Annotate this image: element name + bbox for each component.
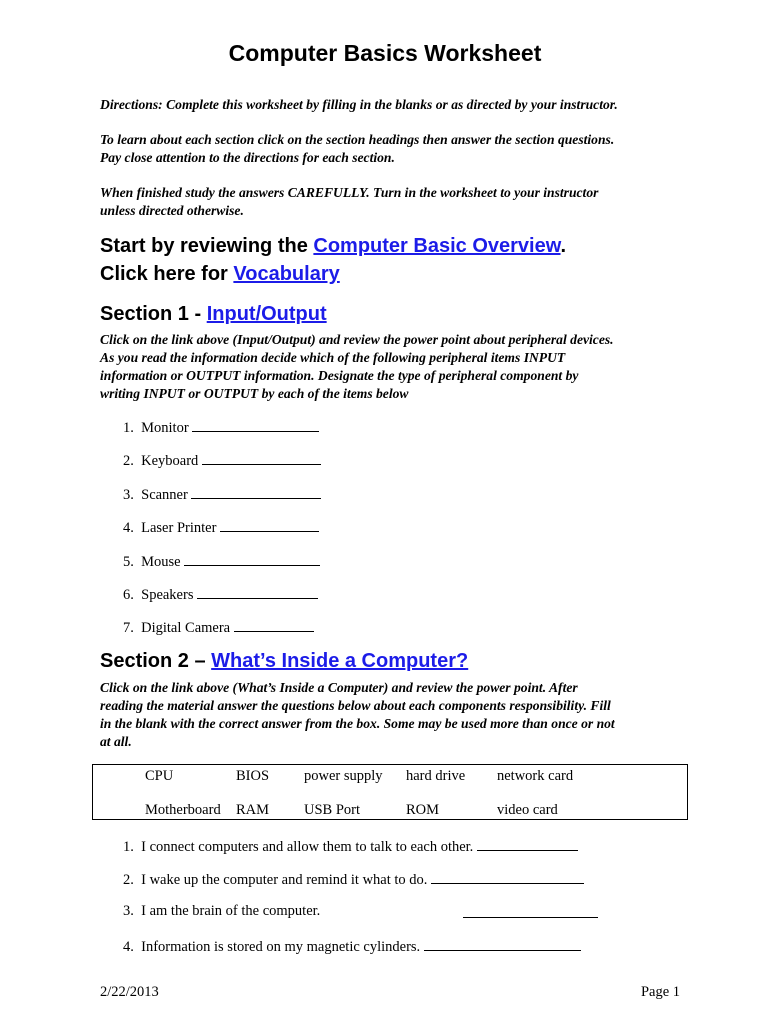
question-number: 4.: [123, 939, 134, 955]
list-item: [123, 517, 319, 537]
question-item: [123, 936, 581, 956]
directions-line: unless directed otherwise.: [100, 203, 244, 218]
item-number: 3.: [123, 487, 134, 503]
footer-page-number: Page 1: [640, 984, 680, 1000]
answer-blank[interactable]: [431, 869, 584, 884]
item-number: 6.: [123, 587, 134, 603]
section-2-heading: [100, 650, 468, 673]
answer-blank[interactable]: [477, 836, 578, 851]
answer-blank[interactable]: [192, 417, 319, 432]
list-item: [123, 617, 314, 637]
answer-blank[interactable]: [463, 903, 598, 918]
word-bank-term: RAM: [236, 802, 270, 818]
section-2-instructions: reading the material answer the questions below about each components responsibility. Fill: [100, 698, 611, 713]
item-number: 5.: [123, 554, 134, 570]
section-2-instructions: in the blank with the correct answer from the box. Some may be used more than once or not: [100, 716, 615, 731]
item-label: Laser Printer: [141, 520, 221, 536]
list-item: [123, 551, 320, 571]
question-text: I am the brain of the computer.: [141, 903, 321, 919]
page-title: Computer Basics Worksheet: [228, 40, 542, 66]
directions-line: When finished study the answers CAREFULLY. Turn in the worksheet to your instructor: [100, 185, 599, 200]
item-number: 7.: [123, 620, 134, 636]
answer-blank[interactable]: [197, 584, 318, 599]
list-item: [123, 584, 318, 604]
vocabulary-heading: [100, 263, 340, 286]
word-bank-term: Motherboard: [145, 802, 221, 818]
input-output-link[interactable]: Input/Output: [206, 303, 327, 325]
answer-blank[interactable]: [234, 617, 314, 632]
answer-blank[interactable]: [220, 517, 319, 532]
word-bank-term: USB Port: [304, 802, 361, 818]
footer-date: 2/22/2013: [100, 984, 159, 1000]
item-label: Scanner: [141, 487, 192, 503]
vocabulary-link[interactable]: Vocabulary: [233, 263, 340, 285]
item-label: Speakers: [141, 587, 198, 603]
item-label: Digital Camera: [141, 620, 234, 636]
start-heading: [100, 235, 566, 258]
item-label: Keyboard: [141, 453, 202, 469]
section-1-instructions: Click on the link above (Input/Output) and review the power point about peripheral devices.: [100, 332, 614, 347]
word-bank-term: hard drive: [406, 768, 466, 784]
whats-inside-computer-link[interactable]: What’s Inside a Computer?: [211, 650, 469, 672]
section-2-prefix: Section 2 –: [100, 650, 212, 672]
list-item: [123, 417, 319, 437]
answer-blank[interactable]: [424, 936, 581, 951]
vocab-prefix: Click here for: [100, 263, 234, 285]
item-number: 2.: [123, 453, 134, 469]
item-label: Mouse: [141, 554, 185, 570]
question-item: [123, 836, 578, 856]
answer-blank[interactable]: [202, 450, 321, 465]
list-item: [123, 450, 321, 470]
question-text: I wake up the computer and remind it what to do.: [141, 872, 432, 888]
word-bank-term: video card: [497, 802, 558, 818]
word-bank-term: power supply: [304, 768, 383, 784]
computer-basic-overview-link[interactable]: Computer Basic Overview: [313, 235, 561, 257]
question-number: 1.: [123, 839, 134, 855]
section-1-instructions: As you read the information decide which of the following peripheral items INPUT: [100, 350, 566, 365]
section-1-instructions: writing INPUT or OUTPUT by each of the items below: [100, 386, 409, 401]
question-item: [123, 869, 584, 889]
word-bank-term: network card: [497, 768, 574, 784]
question-number: 3.: [123, 903, 134, 919]
list-item: [123, 484, 321, 504]
directions-line: Directions: Complete this worksheet by filling in the blanks or as directed by your instructor.: [100, 97, 618, 112]
item-label: Monitor: [141, 420, 193, 436]
directions-line: Pay close attention to the directions for each section.: [100, 150, 395, 165]
word-bank-term: BIOS: [236, 768, 270, 784]
section-1-instructions: information or OUTPUT information. Designate the type of peripheral component by: [100, 368, 579, 383]
answer-blank[interactable]: [184, 551, 320, 566]
start-prefix: Start by reviewing the: [100, 235, 314, 257]
section-2-instructions: Click on the link above (What’s Inside a Computer) and review the power point. After: [100, 680, 578, 695]
section-1-heading: [100, 303, 327, 326]
answer-blank[interactable]: [191, 484, 321, 499]
question-number: 2.: [123, 872, 134, 888]
item-number: 1.: [123, 420, 134, 436]
question-text: Information is stored on my magnetic cylinders.: [141, 939, 424, 955]
start-suffix: .: [560, 235, 567, 257]
item-number: 4.: [123, 520, 134, 536]
section-1-prefix: Section 1 -: [100, 303, 207, 325]
question-item: [123, 903, 320, 920]
word-bank-term: ROM: [406, 802, 440, 818]
section-2-instructions: at all.: [100, 734, 132, 749]
question-text: I connect computers and allow them to talk to each other.: [141, 839, 477, 855]
word-bank-box: [92, 764, 688, 820]
directions-line: To learn about each section click on the section headings then answer the section questions.: [100, 132, 615, 147]
word-bank-term: CPU: [145, 768, 174, 784]
